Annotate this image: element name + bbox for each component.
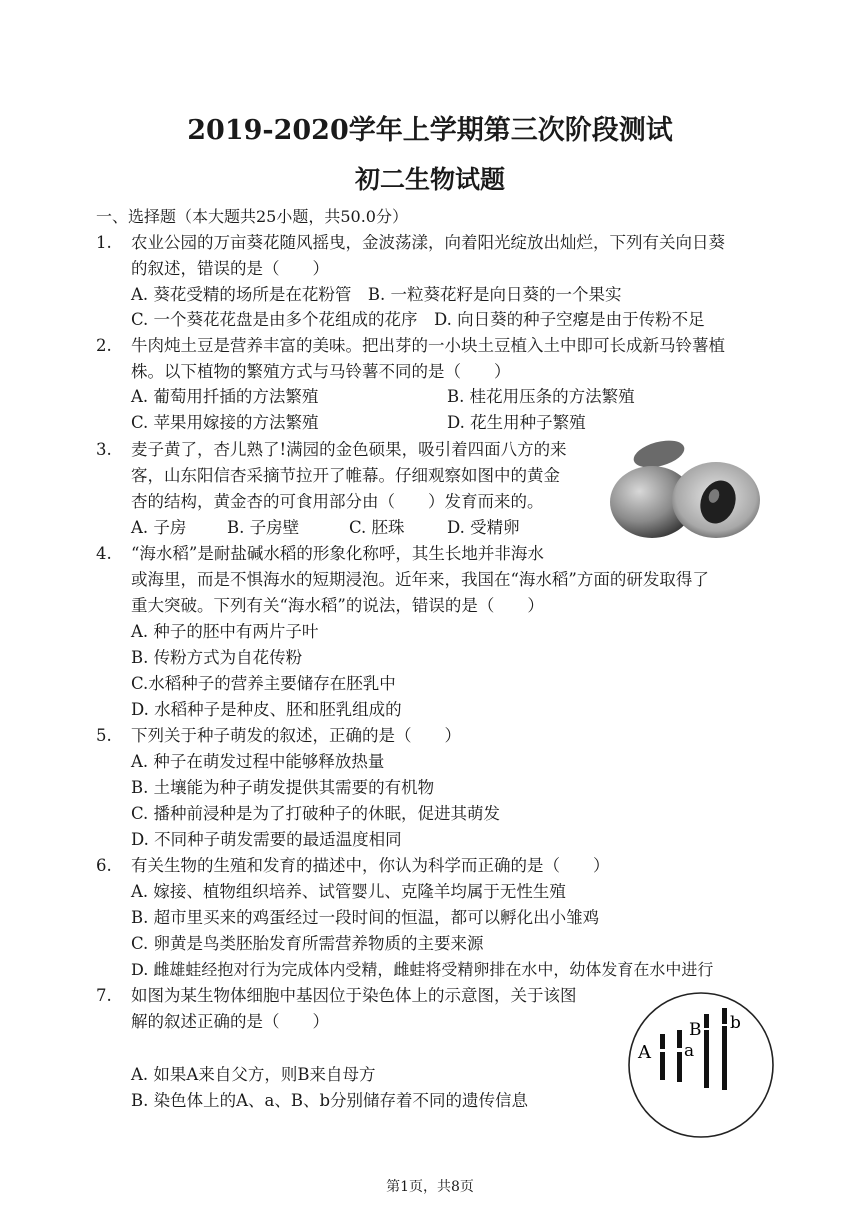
gene-label-B: B — [689, 1020, 702, 1040]
question-3-option-b: B. 子房壁 — [227, 518, 300, 537]
question-4-option-b: B. 传粉方式为自花传粉 — [131, 648, 303, 667]
question-4-option-d: D. 水稻种子是种皮、胚和胚乳组成的 — [131, 700, 402, 719]
apricot-photo — [604, 434, 774, 540]
question-2-stem-line: 牛肉炖土豆是营养丰富的美味。把出芽的一小块土豆植入土中即可长成新马铃薯植 — [131, 336, 725, 355]
section-heading: 一、选择题（本大题共25小题，共50.0分） — [96, 207, 408, 226]
chromosome-a-lower — [660, 1052, 665, 1080]
question-7-option-b: B. 染色体上的A、a、B、b分别储存着不同的遗传信息 — [131, 1091, 529, 1110]
question-1-stem-line: 农业公园的万亩葵花随风摇曳，金波荡漾，向着阳光绽放出灿烂，下列有关向日葵 — [131, 233, 725, 252]
chromosome-b-lower — [704, 1030, 709, 1088]
page-footer: 第1页，共8页 — [386, 1179, 474, 1195]
question-2-option-a: A. 葡萄用扦插的方法繁殖 — [131, 387, 319, 406]
question-5-option-c: C. 播种前浸种是为了打破种子的休眠，促进其萌发 — [131, 804, 501, 823]
chromosome-b2-lower — [722, 1026, 727, 1090]
question-3-option-a: A. 子房 — [131, 518, 187, 537]
question-1-stem-line: 的叙述，错误的是（ ） — [131, 259, 329, 278]
chromosome-a-upper — [660, 1034, 665, 1049]
question-2-stem-line: 株。以下植物的繁殖方式与马铃薯不同的是（ ） — [131, 362, 511, 381]
question-2-option-d: D. 花生用种子繁殖 — [447, 413, 586, 432]
question-4-option-a: A. 种子的胚中有两片子叶 — [131, 622, 319, 641]
question-2-option-c: C. 苹果用嫁接的方法繁殖 — [131, 413, 319, 432]
question-4-stem-line: “海水稻”是耐盐碱水稻的形象化称呼，其生长地并非海水 — [131, 544, 544, 563]
chromosome-a2-upper — [677, 1030, 682, 1048]
question-1-options-line: C. 一个葵花花盘是由多个花组成的花序 D. 向日葵的种子空瘪是由于传粉不足 — [131, 310, 705, 329]
question-7-stem-line: 如图为某生物体细胞中基因位于染色体上的示意图，关于该图 — [131, 986, 577, 1005]
question-5-stem-line: 下列关于种子萌发的叙述，正确的是（ ） — [131, 726, 461, 745]
question-6-option-a: A. 嫁接、植物组织培养、试管婴儿、克隆羊均属于无性生殖 — [131, 882, 566, 901]
question-3-option-c: C. 胚珠 — [349, 518, 405, 537]
chromosome-diagram — [626, 990, 776, 1140]
question-3-stem-line: 麦子黄了，杏儿熟了!满园的金色硕果，吸引着四面八方的来 — [131, 440, 567, 459]
question-5-option-d: D. 不同种子萌发需要的最适温度相同 — [131, 830, 402, 849]
page-subtitle: 初二生物试题 — [354, 165, 505, 194]
question-7-stem-line: 解的叙述正确的是（ ） — [131, 1012, 329, 1031]
chromosome-b2-upper — [722, 1008, 727, 1024]
question-3-option-d: D. 受精卵 — [447, 518, 520, 537]
question-5-option-a: A. 种子在萌发过程中能够释放热量 — [131, 752, 385, 771]
question-6-option-b: B. 超市里买来的鸡蛋经过一段时间的恒温，都可以孵化出小雏鸡 — [131, 908, 600, 927]
question-3-stem-line: 杏的结构，黄金杏的可食用部分由（ ）发育而来的。 — [131, 492, 544, 511]
question-5-option-b: B. 土壤能为种子萌发提供其需要的有机物 — [131, 778, 435, 797]
cell-outline — [629, 993, 773, 1137]
question-6-option-d: D. 雌雄蛙经抱对行为完成体内受精，雌蛙将受精卵排在水中，幼体发育在水中进行 — [131, 960, 714, 979]
chromosome-a2-lower — [677, 1052, 682, 1082]
chromosome-b-upper — [704, 1014, 709, 1028]
question-6-number: 6. — [96, 856, 112, 875]
gene-label-A: A — [638, 1042, 651, 1063]
question-5-number: 5. — [96, 726, 112, 745]
question-4-stem-line: 或海里，而是不惧海水的短期浸泡。近年来，我国在“海水稻”方面的研发取得了 — [131, 570, 709, 589]
question-6-option-c: C. 卵黄是鸟类胚胎发育所需营养物质的主要来源 — [131, 934, 484, 953]
question-4-stem-line: 重大突破。下列有关“海水稻”的说法，错误的是（ ） — [131, 596, 544, 615]
question-2-number: 2. — [96, 336, 112, 355]
question-1-number: 1. — [96, 233, 112, 252]
question-7-number: 7. — [96, 986, 112, 1005]
question-7-option-a: A. 如果A来自父方，则B来自母方 — [131, 1065, 376, 1084]
question-4-option-c: C.水稻种子的营养主要储存在胚乳中 — [131, 674, 396, 693]
question-4-number: 4. — [96, 544, 112, 563]
question-6-stem-line: 有关生物的生殖和发育的描述中，你认为科学而正确的是（ ） — [131, 856, 610, 875]
question-3-stem-line: 客，山东阳信杏采摘节拉开了帷幕。仔细观察如图中的黄金 — [131, 466, 560, 485]
question-1-options-line: A. 葵花受精的场所是在花粉管 B. 一粒葵花籽是向日葵的一个果实 — [131, 285, 622, 304]
question-2-option-b: B. 桂花用压条的方法繁殖 — [447, 387, 635, 406]
gene-label-a: a — [684, 1041, 695, 1061]
page-title: 2019-2020学年上学期第三次阶段测试 — [187, 115, 673, 146]
gene-label-b: b — [730, 1013, 741, 1033]
question-3-number: 3. — [96, 440, 112, 459]
